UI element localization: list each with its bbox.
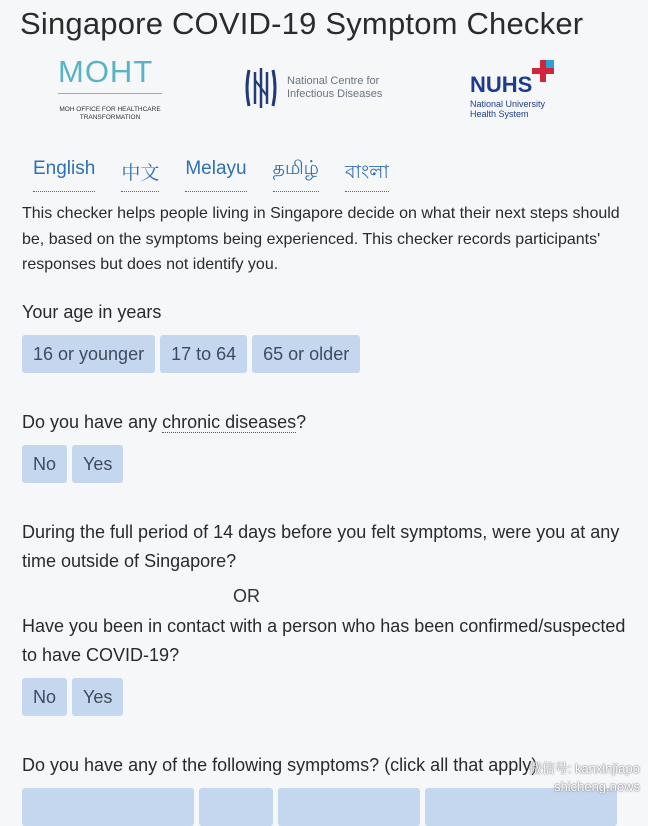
nuhs-logo-word: NUHS [470,72,533,97]
lang-tamil-link[interactable]: தமிழ் [273,158,319,192]
symptom-option-3[interactable] [278,788,420,826]
moht-logo-word: MOHT [58,54,154,89]
symptom-option-2[interactable] [199,788,273,826]
or-separator: OR [233,586,260,606]
ncid-emblem-icon [243,62,279,114]
age-options [22,335,360,373]
ncid-logo [243,62,382,114]
age-17-to-64-button[interactable]: 17 to 64 [160,335,247,373]
intro-text: This checker helps people living in Singapore decide on what their next steps should be, based on the symptoms being experienced. This checker records participants' responses but does not identify you. [22,205,620,273]
chronic-question-suffix: ? [296,412,307,432]
chronic-question-label [22,408,632,437]
age-question-label: Your age in years [22,302,162,322]
travel-no-button[interactable]: No [22,678,67,716]
ncid-line2: Infectious Diseases [287,88,383,100]
chronic-no-button[interactable]: No [22,445,67,483]
page-title: Singapore COVID-19 Symptom Checker [20,6,584,41]
watermark [529,760,640,795]
nuhs-sub-line1: National University [470,99,546,109]
language-selector [33,158,389,192]
age-16-or-younger-button[interactable]: 16 or younger [22,335,155,373]
age-65-or-older-button[interactable]: 65 or older [252,335,360,373]
watermark-line1: 微信号: kanxinjiapo [528,761,640,776]
ncid-logo-text [287,75,382,101]
lang-chinese-link[interactable]: 中文 [121,158,159,192]
contact-question-label: Have you been in contact with a person who has been confirmed/suspected to have COVID-19? [22,616,626,665]
symptoms-question-label: Do you have any of the following symptoms? (click all that apply) [22,755,538,775]
chronic-diseases-term[interactable]: chronic diseases [162,412,297,432]
lang-malay-link[interactable]: Melayu [185,158,246,192]
nuhs-sub-line2: Health System [470,108,529,119]
travel-question-label: During the full period of 14 days before you felt symptoms, were you at any time outside of Singapore? [22,522,620,571]
travel-options [22,678,123,716]
moht-logo-subtitle: MOH OFFICE FOR HEALTHCARE TRANSFORMATION [59,106,161,121]
symptom-option-1[interactable] [22,788,194,826]
watermark-line2: shicheng.news [554,778,640,794]
nuhs-cross-icon [530,58,556,84]
travel-yes-button[interactable]: Yes [72,678,123,716]
moht-logo-divider [58,93,162,94]
chronic-yes-button[interactable]: Yes [72,445,123,483]
chronic-question-prefix: Do you have any [22,412,163,432]
lang-bengali-link[interactable]: বাংলা [345,158,389,192]
moht-logo [58,56,168,122]
nuhs-logo-subtitle [470,100,545,120]
ncid-line1: National Centre for [287,74,380,87]
lang-english-link[interactable]: English [33,158,95,192]
chronic-options [22,445,123,483]
nuhs-logo [470,60,545,120]
